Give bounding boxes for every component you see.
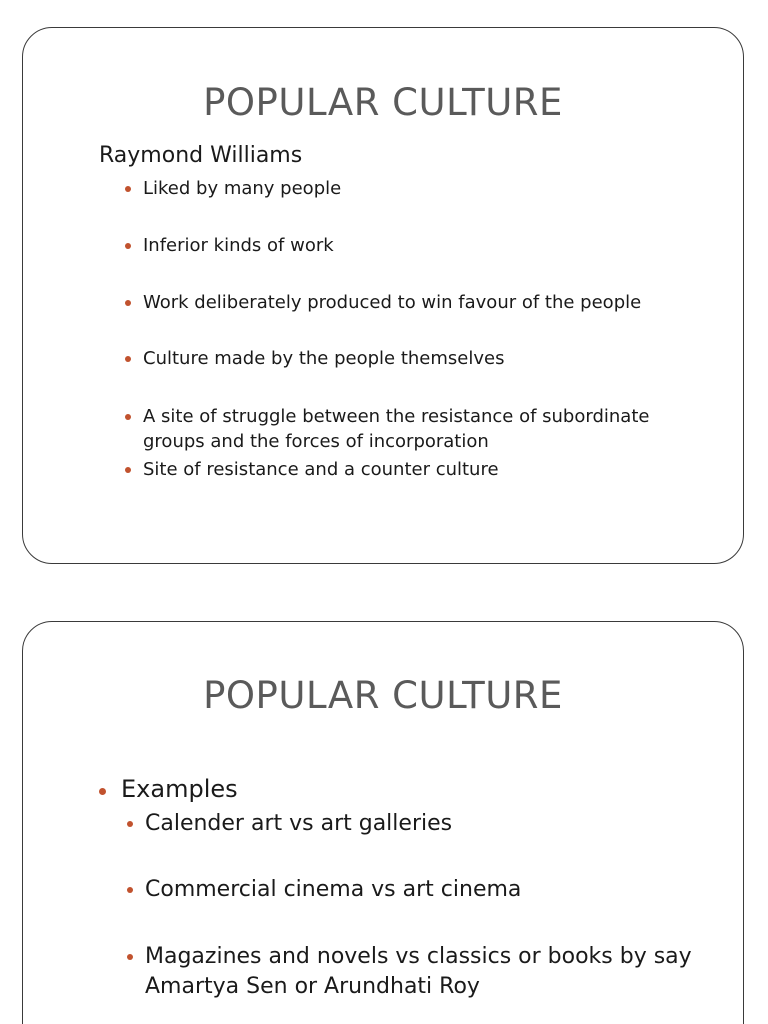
bullet-text: Commercial cinema vs art cinema [145,877,522,902]
bullet-text: Examples [121,775,238,803]
list-item [127,942,705,1002]
slide-title: POPULAR CULTURE [203,674,563,717]
list-item [123,404,708,454]
list-item [123,290,708,315]
bullet-icon [125,414,131,420]
bullet-icon [125,356,131,362]
list-item [127,875,705,905]
list-item [123,176,708,201]
list-item [123,457,708,482]
bullet-text: Site of resistance and a counter culture [143,459,499,480]
bullet-icon [127,821,133,827]
slide-heading: Raymond Williams [99,143,303,168]
bullet-icon [127,954,133,960]
bullet-text: Culture made by the people themselves [143,348,505,369]
bullet-text: Calender art vs art galleries [145,811,453,836]
bullet-text: Liked by many people [143,178,342,199]
bullet-text: Inferior kinds of work [143,235,334,256]
bullet-text: Magazines and novels vs classics or books by say Amartya Sen or Arundhati Roy [145,944,692,999]
slide-2 [22,621,744,1024]
bullet-icon [125,300,131,306]
bullet-icon [125,243,131,249]
bullet-icon [125,467,131,473]
bullet-icon [125,186,131,192]
top-level-bullet [99,775,238,803]
bullet-text: A site of struggle between the resistance of subordinate groups and the forces of incorporation [143,406,650,452]
list-item [127,809,705,839]
bullet-icon [99,788,106,795]
bullet-text: Work deliberately produced to win favour of the people [143,292,642,313]
list-item [123,346,708,371]
bullet-icon [127,887,133,893]
list-item [123,233,708,258]
slide-1 [22,27,744,564]
slide-title: POPULAR CULTURE [203,81,563,124]
